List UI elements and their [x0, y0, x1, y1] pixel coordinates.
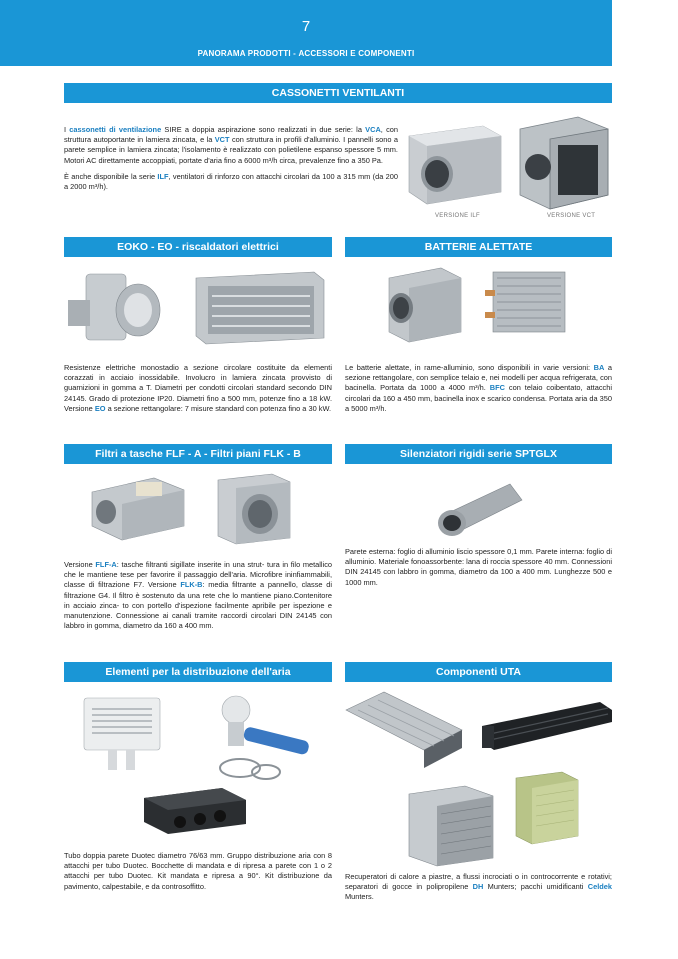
highlighted-term: BFC — [489, 383, 505, 393]
text-run: a sezione rettangolare: 7 misure standard con potenza fino a 30 kW. — [105, 403, 332, 413]
text-run: , con struttura autoportante in lamiera zincata, e la — [64, 125, 398, 145]
highlighted-term: FLF-A — [95, 560, 117, 569]
highlighted-term: cassonetti di ventilazione — [69, 125, 162, 134]
text-run: Le batterie alettate, in rame-alluminio, sono disponibili in varie versioni: — [345, 363, 594, 372]
text-run: Munters. — [345, 892, 374, 902]
heat-recovery-cube-image — [405, 784, 497, 868]
humidifier-pad-image — [512, 770, 582, 846]
text-run: Parete esterna: foglio di alluminio liscio spessore 0,1 mm. Parete interna: foglio di alluminio. Materiale fonoassorbente: lana di roccia spessore 40 mm. Connessioni DIN 24145 con labbro in gomma, diametro da 100 a 400 mm. Lunghezze 500 e 1000 mm. — [345, 547, 612, 587]
silenziatori-text — [345, 547, 612, 588]
silencer-image — [432, 478, 526, 540]
breadcrumb-section: ACCESSORI E COMPONENTI — [298, 49, 415, 58]
highlighted-term: VCT — [214, 135, 230, 145]
breadcrumb-prefix: PANORAMA PRODOTTI - — [197, 49, 299, 58]
batterie-text — [345, 363, 612, 414]
cassonetti-paragraph-1 — [64, 125, 398, 166]
cassonetti-text — [64, 125, 398, 198]
heat-exchanger-image — [344, 690, 464, 770]
wall-grille-image — [80, 694, 166, 774]
page-header — [0, 0, 612, 66]
text-run: Versione — [64, 560, 96, 569]
uta-text — [345, 872, 612, 903]
highlighted-term: BA — [593, 363, 605, 372]
section-title-silenziatori: Silenziatori rigidi serie SPTGLX — [345, 444, 612, 464]
section-title-eoko: EOKO - EO - riscaldatori elettrici — [64, 237, 332, 257]
text-run: Recuperatori di calore a piastre, a flussi incrociati o in controcorrente e rotativi; separatori di gocce in polipropilene — [345, 872, 612, 892]
section-title-filtri: Filtri a tasche FLF - A - Filtri piani FLK - B — [64, 444, 332, 464]
highlighted-term: ILF — [157, 171, 169, 181]
text-run: a sezione rettangolare, con semplice telaio e, nei modelli per acqua refrigerata, con bacinella. Portata da 1000 a 4000 m³/h. — [345, 363, 612, 393]
finned-coil-image — [483, 268, 569, 340]
section-title-elementi: Elementi per la distribuzione dell'aria — [64, 662, 332, 682]
caption-ilf: VERSIONE ILF — [435, 213, 480, 219]
highlighted-term: FLK-B — [180, 580, 203, 590]
text-run: SIRE a doppia aspirazione sono realizzati in due serie: la — [161, 125, 366, 134]
text-run: con struttura in profili d'alluminio. I pannelli sono a parete semplice in lamiera zincata; l'isolamento è realizzato con polietilene espanso spessore 5 mm. Motori AC direttamente accoppiati, portate d'aria fino a 6000 m³/h circa, prevalenze fino a 350 Pa. — [64, 135, 399, 165]
text-run: Munters; pacchi umidificanti — [483, 882, 588, 892]
panel-filter-image — [214, 472, 294, 546]
elementi-text — [64, 851, 332, 892]
section-title-uta: Componenti UTA — [345, 662, 612, 682]
highlighted-term: DH — [472, 882, 484, 892]
highlighted-term: VCA — [365, 125, 381, 134]
drift-eliminator-image — [480, 700, 614, 758]
section-title-batterie: BATTERIE ALETTATE — [345, 237, 612, 257]
highlighted-term: Celdek — [587, 882, 612, 892]
text-run: , ventilatori di rinforzo con attacchi circolari da 100 a 315 mm (da 200 a 2000 m³/h). — [64, 171, 398, 192]
highlighted-term: EO — [94, 403, 106, 413]
ilf-fan-image — [405, 122, 505, 210]
bag-filter-image — [88, 474, 188, 544]
text-run: Tubo doppia parete Duotec diametro 76/63 mm. Gruppo distribuzione aria con 8 attacchi per tubo Duotec. Bocchette di mandata e di ripresa a parete con 1 o 2 attacchi per tubo Duotec. Kit mandata e ripresa a 90°. Kit distribuzione da pavimento, calpestabile, e da controsoffitto. — [64, 851, 332, 891]
rectangular-heater-image — [194, 270, 326, 346]
distribution-box-image — [140, 784, 250, 838]
text-run: È anche disponibile la serie — [64, 171, 158, 181]
page-number: 7 — [301, 18, 311, 35]
filtri-text — [64, 560, 332, 631]
text-run: con telaio coibentato, attacchi circolari da 160 a 450 mm, bacinella inox e scarico condensa. Portata aria da 350 a 5000 m³/h. — [345, 383, 612, 413]
text-run: : tasche filtranti sigillate inserite in una strut- tura in filo metallico che le mantiene tese per favorire il passaggio dell'aria. Microfibre ininfiammabili, classe di filtrazione F7. Versione — [64, 560, 332, 590]
text-run: Resistenze elettriche monostadio a sezione circolare costituite da elementi corazzati in acciaio inossidabile. Involucro in lamiera zincata provvisto di guarnizioni in gomma a T. Diametri per condotti circolari standard secondo DIN 24145. Grado di protezione IP20. Diametri fino a 500 mm, potenze fino a 18 kW. Versione — [64, 363, 332, 413]
breadcrumb — [0, 49, 612, 58]
battery-box-image — [385, 266, 463, 346]
duotec-kit-image — [208, 692, 316, 784]
circular-heater-image — [66, 270, 162, 350]
eoko-text — [64, 363, 332, 414]
cassonetti-paragraph-2 — [64, 172, 398, 192]
section-title-cassonetti: CASSONETTI VENTILANTI — [64, 83, 612, 103]
text-run: I — [64, 125, 70, 134]
vct-fan-image — [518, 115, 610, 211]
caption-vct: VERSIONE VCT — [547, 213, 596, 219]
text-run: : media filtrante a pannello, classe di filtrazione G4. Il filtro è sostenuto da una rete che lo mantiene piano.Contenitore in acciaio zinca- to con portello d'ispezione facilmente apribile per ispezione e manutenzione. Connessione ai canali tramite raccordi circolari DIN 24145 con labbro in gomma, diametro da 160 a 400 mm. — [64, 580, 332, 631]
